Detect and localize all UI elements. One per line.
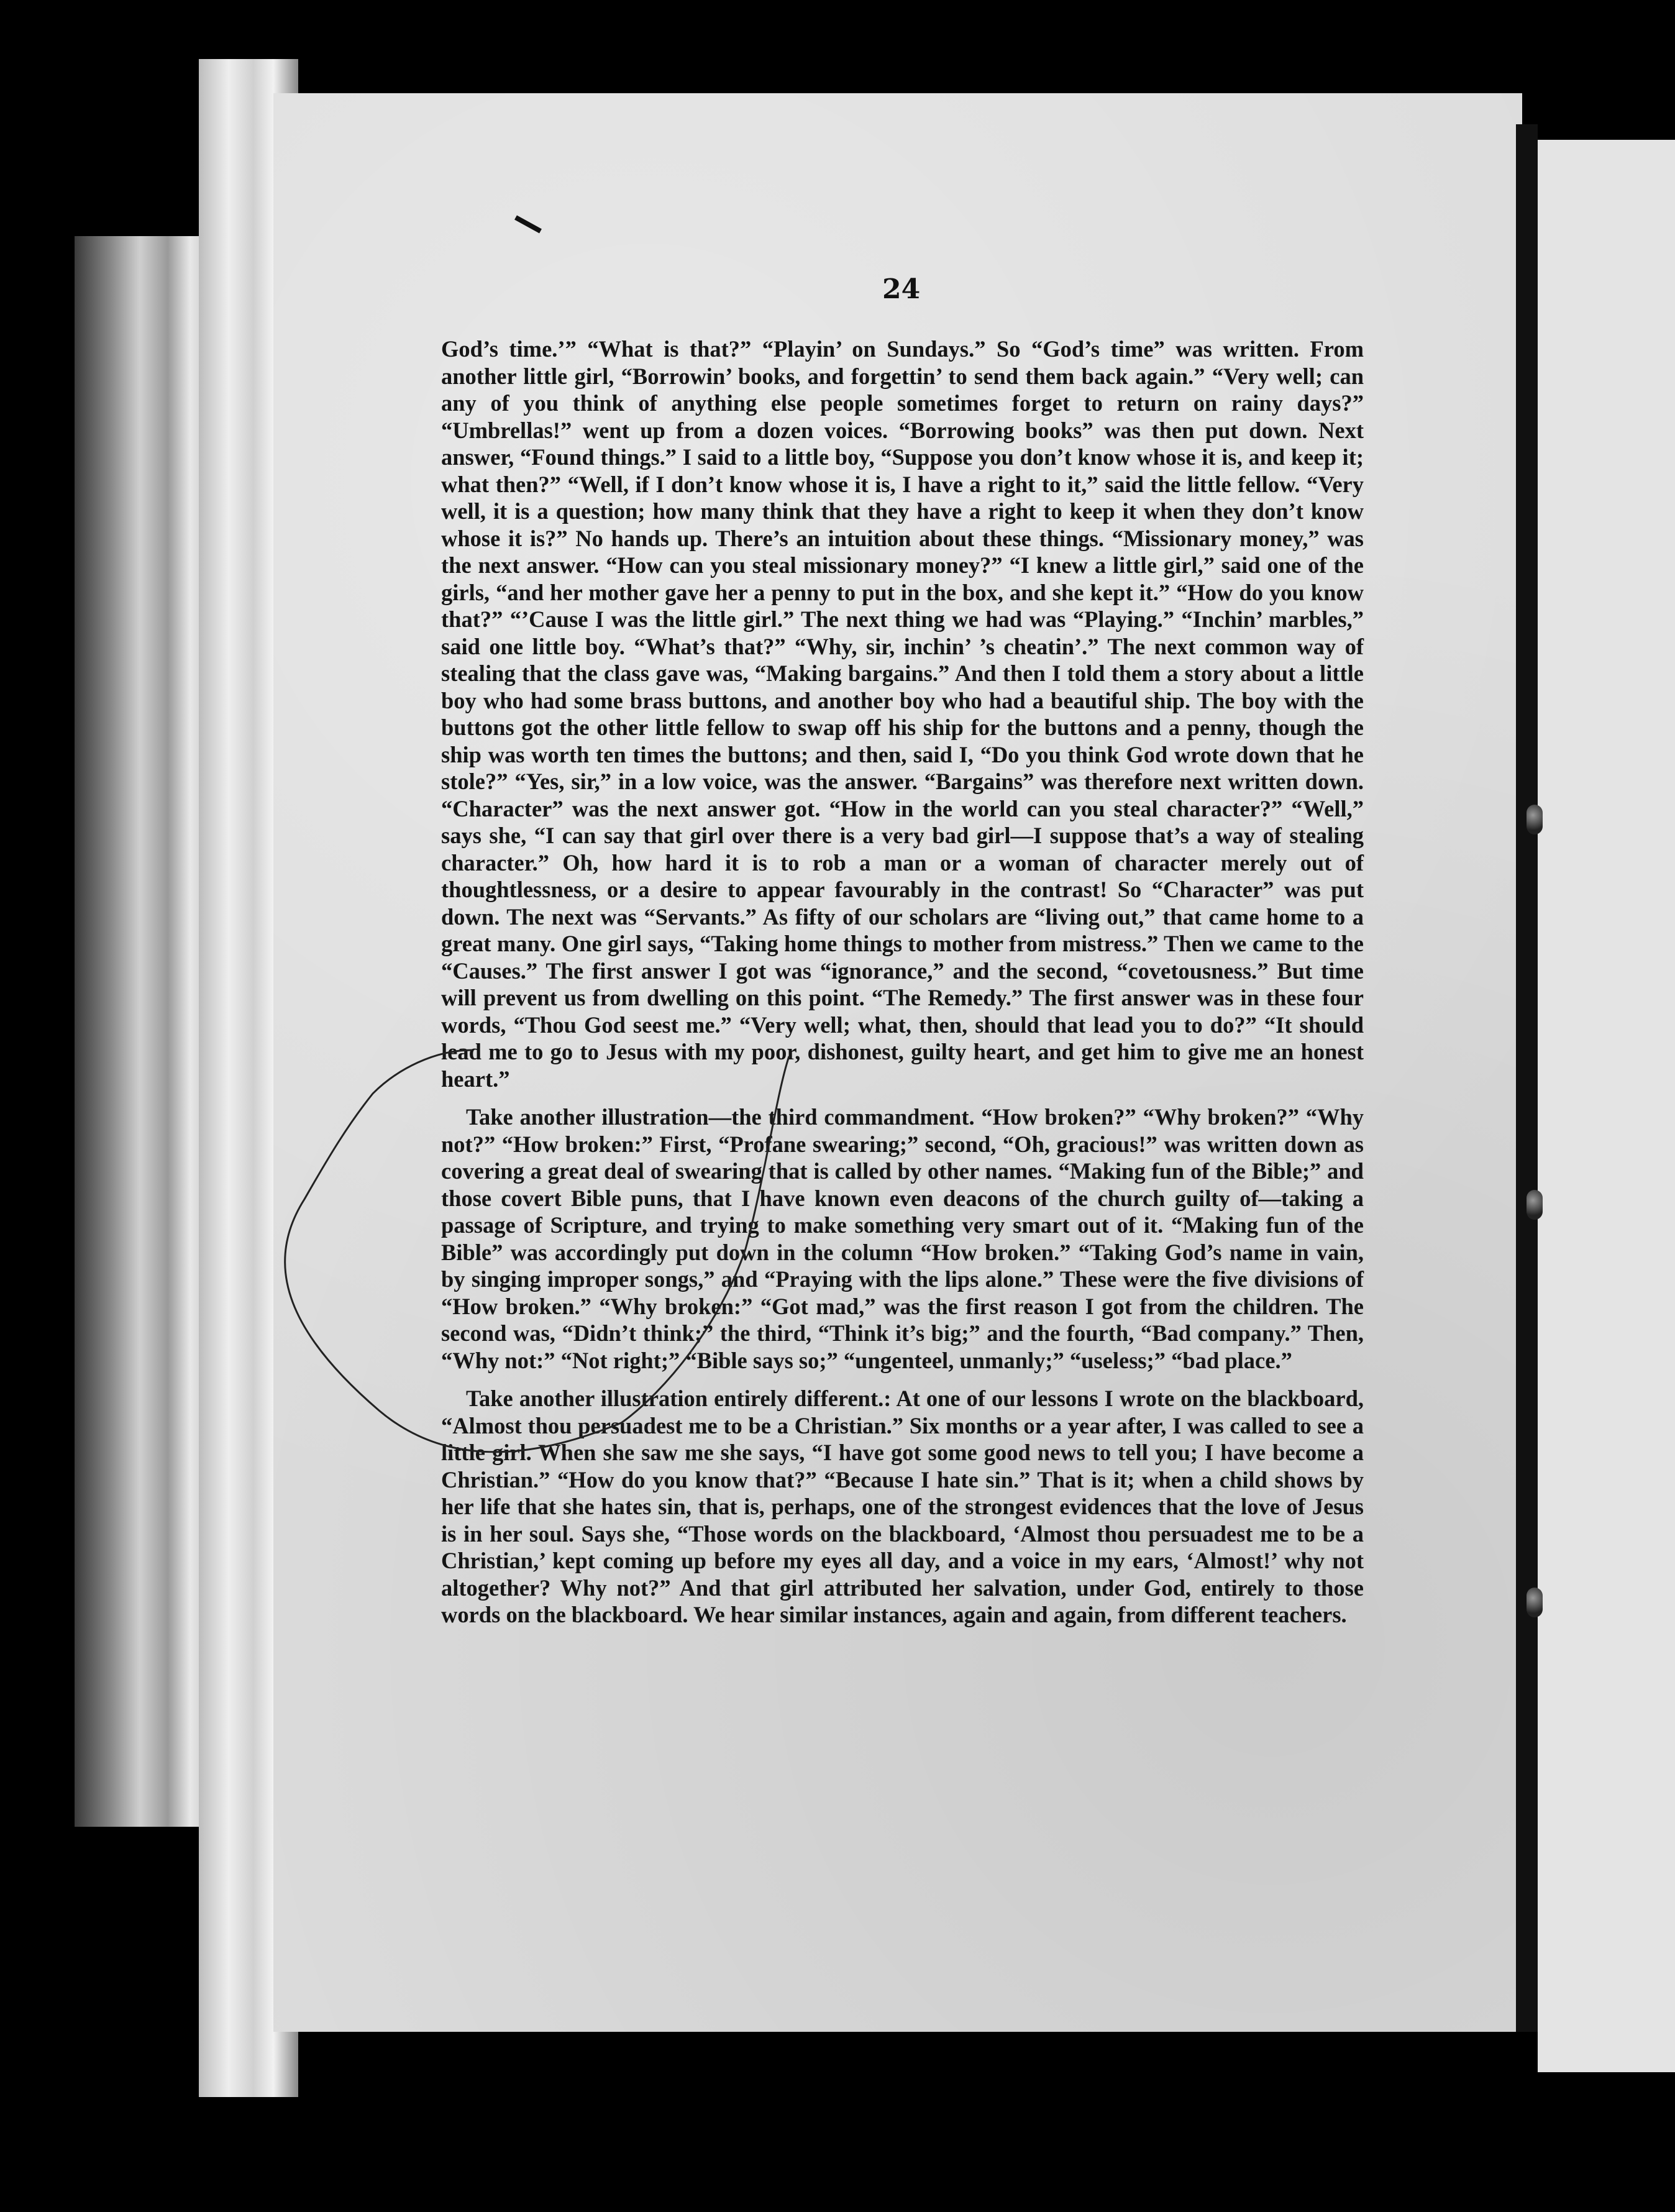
ink-smudge [516, 217, 541, 231]
paragraph: Take another illustration entirely different.: At one of our lessons I wrote on the blackboard, “Almost thou persuadest me to be a Christian.” Six months or a year after, I was called to see a little girl. When she saw me she says, “I have got some good news to tell you; I have become a Christian.” “How do you know that?” “Because I hate sin.” That is it; when a child shows by her life that she hates sin, that is, perhaps, one of the strongest evidences that the love of Jesus is in her soul. Says she, “Those words on the blackboard, ‘Almost thou persuadest me to be a Christian,’ kept coming up before my eyes all day, and a voice in my ears, ‘Almost!’ why not altogether? Why not?” And that girl attributed her salvation, under God, entirely to those words on the blackboard. We hear similar instances, again and again, from different teachers. [441, 1386, 1364, 1627]
page-number: 24 [882, 273, 921, 305]
paragraph: God’s time.’” “What is that?” “Playin’ on Sundays.” So “God’s time” was written. From another little girl, “Borrowin’ books, and forgettin’ to send them back again.” “Very well; can any of you think of anything else people sometimes forget to return on rainy days?” “Umbrellas!” went up from a dozen voices. “Borrowing books” was then put down. Next answer, “Found things.” I said to a little boy, “Suppose you don’t know whose it is, and keep it; what then?” “Well, if I don’t know whose it is, I have a right to it,” said the little fellow. “Very well, it is a question; how many think that they have a right to keep it when they don’t know whose it is?” No hands up. There’s an intuition about these things. “Missionary money,” was the next answer. “How can you steal missionary money?” “I knew a little girl,” said one of the girls, “and her mother gave her a penny to put in the box, and she kept it.” “How do you know that?” “’Cause I was the little girl.” The next thing we had was “Playing.” “Inchin’ marbles,” said one little boy. “What’s that?” “Why, sir, inchin’ ’s cheatin’.” The next common way of stealing that the class gave was, “Making bargains.” And then I told them a story about a little boy who had some brass buttons, and another boy who had a beautiful ship. The boy with the buttons got the other little fellow to swap off his ship for the buttons and a penny, though the ship was worth ten times the buttons; and then, said I, “Do you think God wrote down that he stole?” “Yes, sir,” in a low voice, was the answer. “Bargains” was therefore next written down. “Character” was the next answer got. “How in the world can you steal character?” “Well,” says she, “I can say that girl over there is a very bad girl—I suppose that’s a way of stealing character.” Oh, how hard it is to rob a man or a woman of character merely out of thoughtlessness, or a desire to appear favourably in the contrast! So “Character” was put down. The next was “Servants.” As fifty of our scholars are “living out,” that came home to a great many. One girl says, “Taking home things to mother from mistress.” Then we came to the “Causes.” The first answer I got was “ignorance,” and the second, “covetousness.” But time will prevent us from dwelling on this point. “The Remedy.” The first answer was in these four words, “Thou God seest me.” “Very well; what, then, should that lead you to do?” “It should lead me to go to Jesus with my poor, dishonest, guilty heart, and get him to give me an honest heart.” [441, 336, 1364, 1092]
paragraph: Take another illustration—the third commandment. “How broken?” “Why broken?” “Why not?” “How broken:” First, “Profane swearing;” second, “Oh, gracious!” was written down as covering a great deal of swearing that is called by other names. “Making fun of the Bible;” and those covert Bible puns, that I have known even deacons of the church guilty of—taking a passage of Scripture, and trying to make something very smart out of it. “Making fun of the Bible” was accordingly put down in the column “How broken.” “Taking God’s name in vain, by singing improper songs,” and “Praying with the lips alone.” These were the five divisions of “How broken.” “Why broken:” “Got mad,” was the first reason I got from the children. The second was, “Didn’t think;” the third, “Think it’s big;” and the fourth, “Bad company.” Then, “Why not:” “Not right;” “Bible says so;” “ungenteel, unmanly;” “useless;” “bad place.” [441, 1104, 1364, 1373]
pencil-line [285, 1050, 789, 1452]
